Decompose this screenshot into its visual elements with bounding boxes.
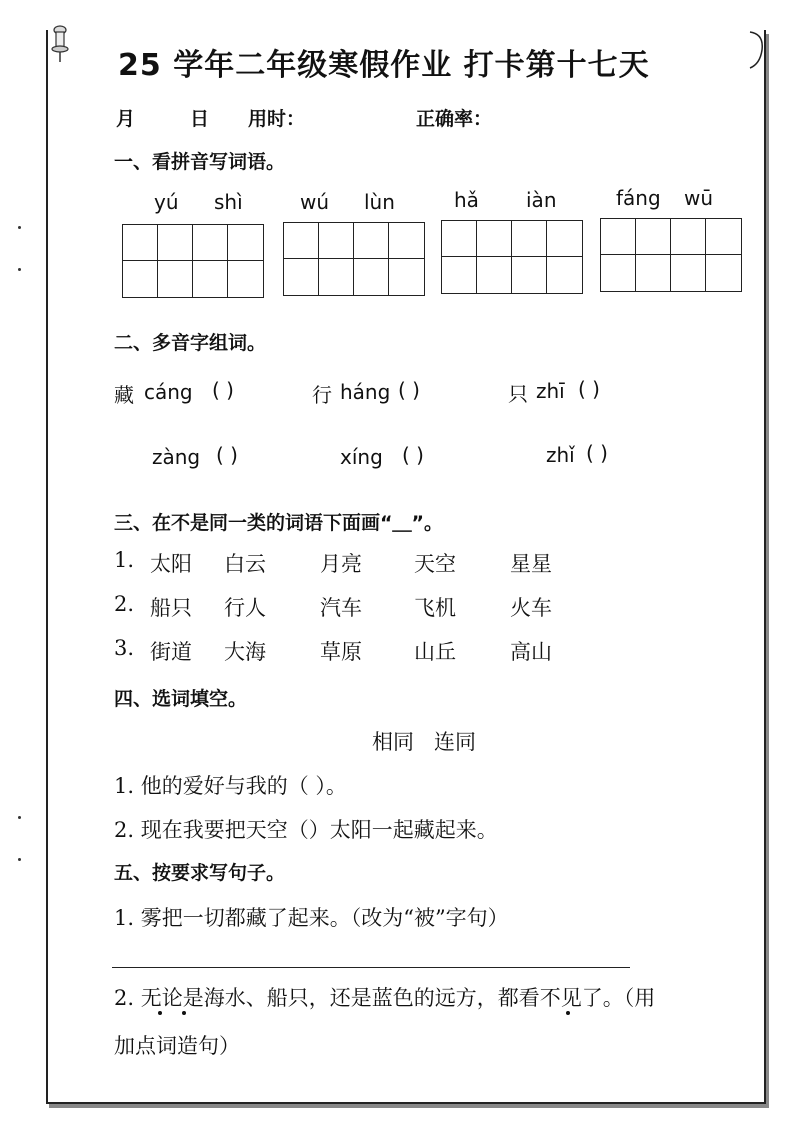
pinyin: zhī (536, 379, 565, 403)
month-label: 月 (116, 108, 136, 130)
word-option[interactable]: 天空 (414, 552, 456, 576)
word-option[interactable]: 行人 (224, 596, 266, 620)
section2-heading: 二、多音字组词。 (114, 332, 267, 354)
section4-heading: 四、选词填空。 (114, 688, 248, 710)
word-option[interactable]: 高山 (510, 640, 552, 664)
question-text: 2. 现在我要把天空（）太阳一起藏起来。 (114, 818, 498, 842)
poly-char: 藏 (114, 383, 134, 407)
answer-paren[interactable]: ( ) (578, 377, 600, 401)
row-number: 1. (114, 548, 135, 572)
word-option[interactable]: 月亮 (320, 552, 362, 576)
emphasis-dot (182, 1011, 186, 1015)
pinyin: zàng (152, 445, 201, 469)
pinyin: zhǐ (546, 443, 575, 467)
row-number: 2. (114, 592, 135, 616)
word-choices: 相同 连同 (372, 730, 477, 754)
question-text: 2. 无论是海水、船只，还是蓝色的远方，都看不见了。（用 (114, 986, 656, 1010)
answer-paren[interactable]: ( ) (212, 378, 234, 402)
word-option[interactable]: 汽车 (320, 596, 362, 620)
word-option[interactable]: 飞机 (414, 596, 456, 620)
pushpin-icon (50, 24, 70, 64)
pinyin: wū (684, 186, 714, 210)
pinyin: hǎ (454, 188, 479, 212)
word-option[interactable]: 山丘 (414, 640, 456, 664)
word-option[interactable]: 星星 (510, 552, 552, 576)
answer-paren[interactable]: ( ) (398, 378, 420, 402)
writing-grid[interactable] (283, 222, 425, 296)
answer-paren[interactable]: ( ) (402, 443, 424, 467)
time-label: 用时： (248, 108, 306, 130)
row-number: 3. (114, 636, 135, 660)
answer-paren[interactable]: ( ) (216, 443, 238, 467)
section3-heading: 三、在不是同一类的词语下面画“＿”。 (114, 512, 443, 534)
pinyin: shì (214, 190, 243, 214)
accuracy-label: 正确率： (416, 108, 493, 130)
answer-line[interactable] (112, 967, 630, 968)
question-text: 1. 他的爱好与我的（ ）。 (114, 774, 347, 798)
scan-speck (18, 816, 21, 819)
answer-paren[interactable]: ( ) (586, 441, 608, 465)
scan-speck (18, 268, 21, 271)
section1-heading: 一、看拼音写词语。 (114, 151, 286, 173)
scan-speck (18, 226, 21, 229)
day-label: 日 (190, 108, 210, 130)
word-option[interactable]: 街道 (150, 640, 192, 664)
word-option[interactable]: 白云 (224, 552, 266, 576)
writing-grid[interactable] (600, 218, 742, 292)
word-option[interactable]: 火车 (510, 596, 552, 620)
question-text: 1. 雾把一切都藏了起来。（改为“被”字句） (114, 906, 509, 930)
section5-heading: 五、按要求写句子。 (114, 862, 286, 884)
writing-grid[interactable] (122, 224, 264, 298)
poly-char: 行 (312, 383, 332, 407)
pinyin: lùn (364, 190, 395, 214)
word-option[interactable]: 大海 (224, 640, 266, 664)
scan-speck (18, 858, 21, 861)
page-title: 25 学年二年级寒假作业 打卡第十七天 (118, 48, 650, 83)
pinyin: wú (300, 190, 330, 214)
writing-grid[interactable] (441, 220, 583, 294)
word-option[interactable]: 草原 (320, 640, 362, 664)
word-option[interactable]: 船只 (150, 596, 192, 620)
pinyin: cáng (144, 380, 193, 404)
question-text: 加点词造句） (114, 1034, 240, 1058)
pinyin: háng (340, 380, 391, 404)
pinyin: iàn (526, 188, 557, 212)
emphasis-dot (158, 1011, 162, 1015)
word-option[interactable]: 太阳 (150, 552, 192, 576)
emphasis-dot (566, 1011, 570, 1015)
pinyin: xíng (340, 445, 383, 469)
pinyin: fáng (616, 186, 661, 210)
poly-char: 只 (508, 382, 528, 406)
page-curl-icon (748, 30, 766, 70)
pinyin: yú (154, 190, 179, 214)
